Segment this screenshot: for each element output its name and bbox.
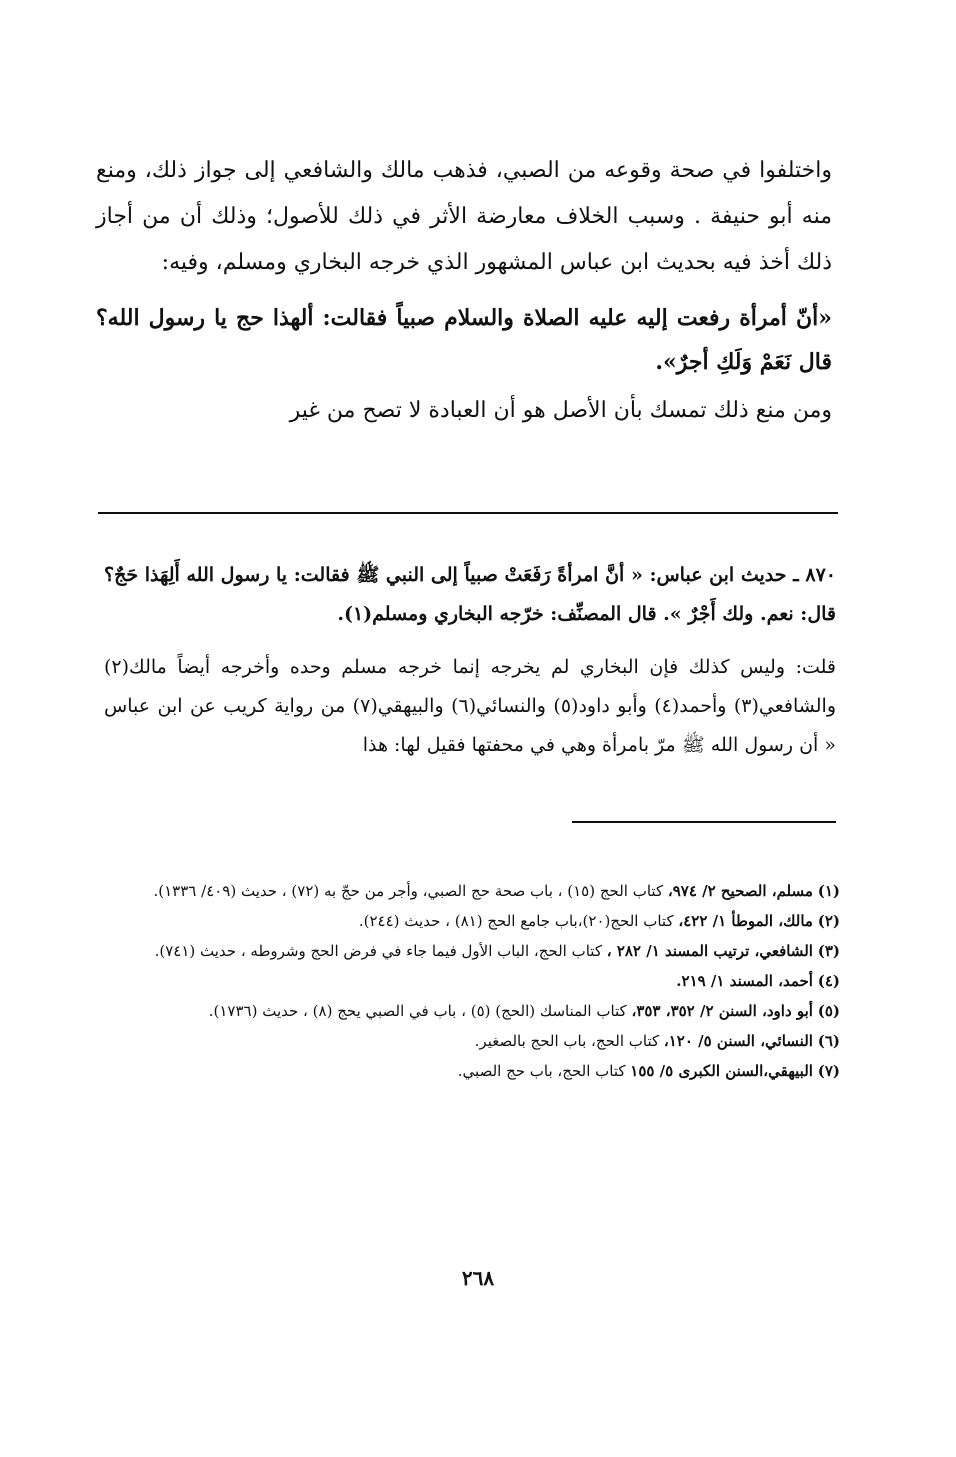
footnote	[118, 968, 840, 995]
footnote	[118, 1028, 840, 1055]
commentary-section	[104, 556, 836, 765]
footnote-source: الشافعي، ترتيب المسند ١/ ٢٨٢ ،	[606, 942, 813, 960]
footnote-number: (٣)	[817, 942, 840, 960]
footnote-number: (٦)	[817, 1032, 840, 1050]
footnote-number: (٥)	[817, 1002, 840, 1020]
main-paragraph-continued: ومن منع ذلك تمسك بأن الأصل هو أن العبادة لا تصح من غير	[289, 398, 832, 423]
footnote	[118, 938, 840, 965]
footnote-text: كتاب الحج، باب حج الصبي.	[457, 1062, 631, 1080]
footnote-source: أبو داود، السنن ٢/ ٣٥٢، ٣٥٣،	[631, 1002, 813, 1020]
footnote-source: البيهقي،السنن الكبرى ٥/ ١٥٥	[630, 1062, 813, 1080]
hadith-quote: «أنّ أمرأة رفعت إليه عليه الصلاة والسلام صبياً فقالت: ألهذا حج يا رسول الله؟ قال نَعَمْ وَلَكِ أجرٌ».	[96, 305, 832, 375]
footnote-source: أحمد، المسند ١/ ٢١٩.	[676, 972, 813, 990]
footnote-text: كتاب الحج(٢٠)،باب جامع الحج (٨١) ، حديث (٢٤٤).	[358, 912, 679, 930]
footnote-source: مالك، الموطأ ١/ ٤٢٢،	[678, 912, 813, 930]
footnote	[118, 1058, 840, 1085]
footnote-text: كتاب الحج، الباب الأول فيما جاء في فرض الحج وشروطه ، حديث (٧٤١).	[154, 942, 607, 960]
footnote-divider	[572, 821, 836, 823]
footnote-text: كتاب الحج (١٥) ، باب صحة حج الصبي، وأجر من حجّ به (٧٢) ، حديث (٤٠٩/ ١٣٣٦).	[153, 882, 668, 900]
commentary-note: قلت: وليس كذلك فإن البخاري لم يخرجه إنما خرجه مسلم وحده وأخرجه أيضاً مالك(٢) والشافعي(٣) وأحمد(٤) وأبو داود(٥) والنسائي(٦) والبيهقي(٧) من رواية كريب عن ابن عباس « أن رسول الله ﷺ مرّ بامرأة وهي في محفتها فقيل لها: هذا	[104, 656, 836, 756]
footnote-number: (٧)	[817, 1062, 840, 1080]
footnote-number: (٤)	[817, 972, 840, 990]
footnote-text: كتاب الحج، باب الحج بالصغير.	[474, 1032, 664, 1050]
footnotes	[118, 878, 840, 1088]
footnote-source: النسائي، السنن ٥/ ١٢٠،	[663, 1032, 813, 1050]
footnote	[118, 878, 840, 905]
commentary-hadith: ٨٧٠ ـ حديث ابن عباس: « أنَّ امرأةً رَفَعَتْ صبياً إلى النبي ﷺ فقالت: يا رسول الله أَلِهَذا حَجٌ؟ قال: نعم. ولك أَجْرٌ ». قال المصنِّف: خرّجه البخاري ومسلم(١).	[104, 564, 836, 625]
section-divider	[98, 512, 838, 514]
main-paragraph: واختلفوا في صحة وقوعه من الصبي، فذهب مالك والشافعي إلى جواز ذلك، ومنع منه أبو حنيفة . وسبب الخلاف معارضة الأثر في ذلك للأصول؛ وذلك أن من أجاز ذلك أخذ فيه بحديث ابن عباس المشهور الذي خرجه البخاري ومسلم، وفيه:	[96, 158, 832, 275]
footnote-text: كتاب المناسك (الحج) (٥) ، باب في الصبي يحج (٨) ، حديث (١٧٣٦).	[208, 1002, 632, 1020]
footnote-source: مسلم، الصحيح ٢/ ٩٧٤،	[667, 882, 813, 900]
page-number: ٢٦٨	[461, 1266, 495, 1290]
main-text	[96, 148, 832, 434]
footnote-number: (١)	[817, 882, 840, 900]
footnote	[118, 908, 840, 935]
footnote-number: (٢)	[817, 912, 840, 930]
footnote	[118, 998, 840, 1025]
